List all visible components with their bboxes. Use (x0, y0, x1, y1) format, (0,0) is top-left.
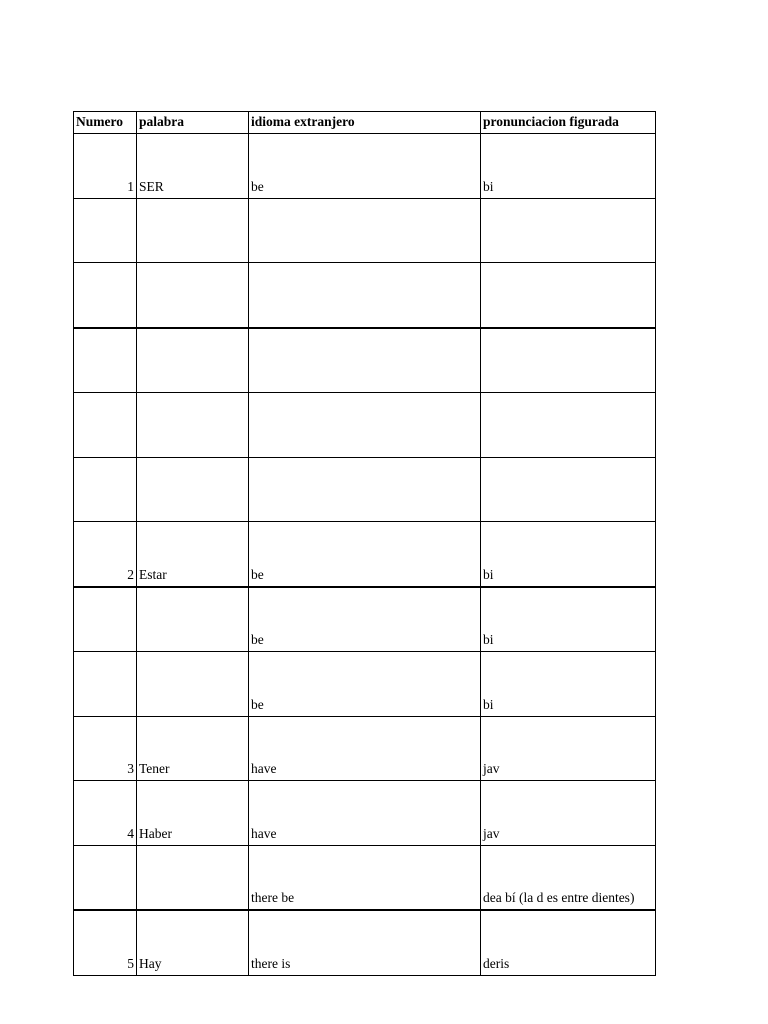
cell-palabra (137, 652, 249, 717)
cell-numero (74, 198, 137, 263)
cell-idioma: have (249, 716, 481, 781)
cell-numero: 3 (74, 716, 137, 781)
cell-palabra: Estar (137, 522, 249, 587)
cell-pronunciacion (481, 198, 656, 263)
header-palabra: palabra (137, 112, 249, 134)
cell-idioma (249, 393, 481, 458)
table-row (74, 198, 656, 263)
cell-palabra (137, 393, 249, 458)
cell-idioma: have (249, 781, 481, 846)
cell-pronunciacion: jav (481, 716, 656, 781)
cell-numero (74, 652, 137, 717)
cell-idioma: be (249, 652, 481, 717)
cell-pronunciacion: deris (481, 910, 656, 975)
cell-palabra (137, 457, 249, 522)
cell-numero (74, 587, 137, 652)
cell-numero (74, 393, 137, 458)
cell-pronunciacion: bi (481, 652, 656, 717)
table-row (74, 845, 656, 910)
table-row (74, 587, 656, 652)
cell-pronunciacion: bi (481, 522, 656, 587)
cell-numero: 1 (74, 134, 137, 199)
table-row (74, 910, 656, 975)
cell-pronunciacion (481, 263, 656, 328)
header-pronunciacion-figurada: pronunciacion figurada (481, 112, 656, 134)
cell-palabra: Tener (137, 716, 249, 781)
table-row (74, 522, 656, 587)
table-row (74, 134, 656, 199)
cell-idioma (249, 263, 481, 328)
cell-idioma: be (249, 522, 481, 587)
cell-numero (74, 328, 137, 393)
cell-idioma: be (249, 134, 481, 199)
cell-palabra: Haber (137, 781, 249, 846)
cell-pronunciacion: bi (481, 587, 656, 652)
header-idioma-extranjero: idioma extranjero (249, 112, 481, 134)
cell-numero (74, 457, 137, 522)
cell-idioma: there is (249, 910, 481, 975)
vocabulary-table (73, 111, 656, 976)
cell-pronunciacion: bi (481, 134, 656, 199)
header-numero: Numero (74, 112, 137, 134)
table-row (74, 457, 656, 522)
table-row (74, 716, 656, 781)
cell-pronunciacion: dea bí (la d es entre dientes) (481, 845, 656, 910)
cell-palabra (137, 845, 249, 910)
cell-idioma (249, 198, 481, 263)
cell-numero: 4 (74, 781, 137, 846)
cell-pronunciacion (481, 457, 656, 522)
cell-idioma (249, 328, 481, 393)
cell-pronunciacion (481, 328, 656, 393)
cell-pronunciacion: jav (481, 781, 656, 846)
table-row (74, 781, 656, 846)
cell-idioma: there be (249, 845, 481, 910)
cell-palabra (137, 263, 249, 328)
table-row (74, 263, 656, 328)
cell-numero (74, 845, 137, 910)
cell-palabra: Hay (137, 910, 249, 975)
cell-pronunciacion (481, 393, 656, 458)
cell-numero: 5 (74, 910, 137, 975)
cell-idioma: be (249, 587, 481, 652)
table-row (74, 328, 656, 393)
table-row (74, 652, 656, 717)
header-row (74, 112, 656, 134)
cell-palabra (137, 198, 249, 263)
cell-palabra (137, 587, 249, 652)
table-row (74, 393, 656, 458)
cell-palabra: SER (137, 134, 249, 199)
cell-palabra (137, 328, 249, 393)
cell-numero: 2 (74, 522, 137, 587)
cell-idioma (249, 457, 481, 522)
cell-numero (74, 263, 137, 328)
